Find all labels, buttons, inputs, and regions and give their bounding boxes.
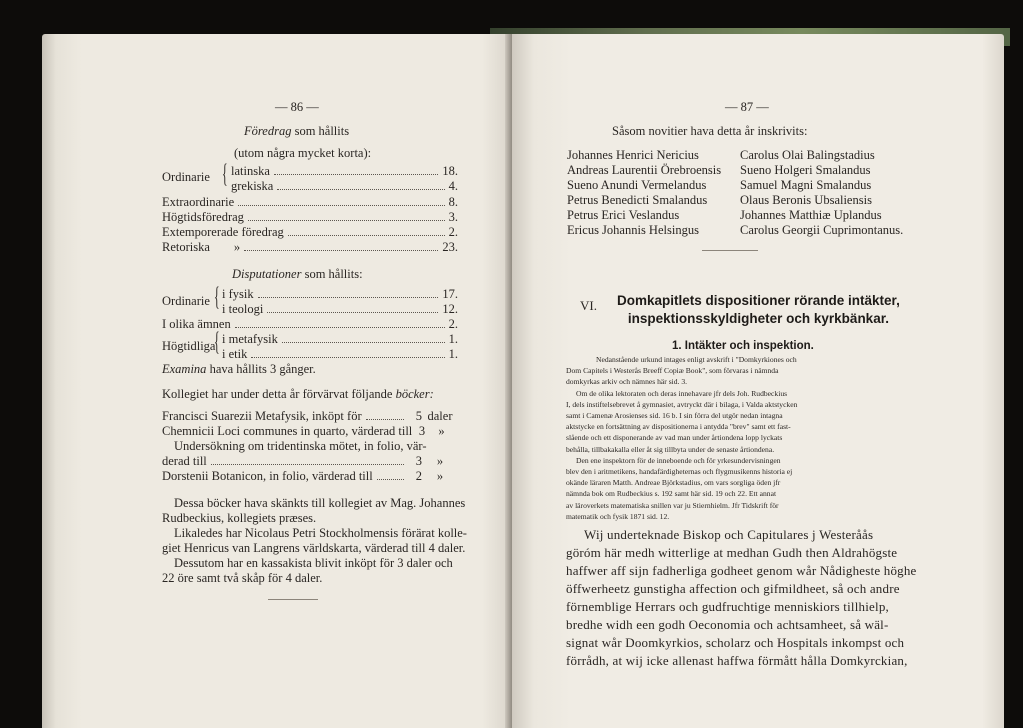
dot-leader xyxy=(235,327,445,328)
row-value: 2. xyxy=(448,225,458,239)
disputationer-heading-italic: Disputationer xyxy=(232,267,302,281)
book-title: derad till xyxy=(162,454,207,468)
disp-row xyxy=(222,347,458,361)
body-line: haffwer aff sijn fadherliga godheet genom wår Nådigheste höghe xyxy=(566,563,917,578)
foredrag-heading-italic: Föredrag xyxy=(244,124,292,138)
paragraph-line: Dessa böcker hava skänkts till kollegiet av Mag. Johannes xyxy=(174,496,466,510)
disp-row xyxy=(222,302,458,316)
document-body xyxy=(566,526,946,670)
foredrag-row xyxy=(162,210,458,224)
foredrag-row xyxy=(231,164,458,178)
body-line: öffwerheetz gunstigha affection och gifmildheet, så och andre xyxy=(566,581,900,596)
row-value: 1. xyxy=(448,332,458,346)
book-title: Chemnicii Loci communes in quarto, värderad till xyxy=(162,424,413,438)
right-page-number: — 87 — xyxy=(725,100,769,114)
foredrag-row xyxy=(162,195,458,209)
disputationer-heading xyxy=(232,267,363,281)
kollegiet-italic: böcker: xyxy=(395,387,434,401)
note-line: av läroverkets matematiska snillen var ju Stiernhielm. Jfr Tidskrift för xyxy=(566,500,779,510)
book-row xyxy=(162,409,458,423)
book-amount: 5 xyxy=(415,409,422,423)
disp-row xyxy=(222,287,458,301)
dot-leader xyxy=(211,464,404,465)
dot-leader xyxy=(248,220,445,221)
note-line: Nedanstående urkund intages enligt avskrift i "Domkyrkiones och xyxy=(596,355,797,364)
novitier-left-column xyxy=(567,148,721,238)
examina-rest: hava hållits 3 gånger. xyxy=(206,362,316,376)
chapter-title xyxy=(617,292,900,328)
row-label: i metafysik xyxy=(222,332,278,346)
examina-italic: Examina xyxy=(162,362,207,376)
brace-icon: { xyxy=(222,159,228,188)
book-unit: » xyxy=(438,424,445,438)
note-line: nämnda bok om Rudbeckius s. 192 samt här sid. 19 och 22. Ett annat xyxy=(566,489,777,499)
row-value: 23. xyxy=(442,240,458,254)
novitier-name: Carolus Georgii Cuprimontanus. xyxy=(740,223,904,237)
book-row xyxy=(162,469,458,483)
disp-row xyxy=(222,332,458,346)
section-divider xyxy=(702,250,758,251)
novitier-name: Andreas Laurentii Örebroensis xyxy=(567,163,722,177)
novitier-name: Carolus Olai Balingstadius xyxy=(740,148,875,162)
foredrag-row xyxy=(162,240,458,254)
ordinarie-label: Ordinarie xyxy=(162,170,210,184)
note-line: samt i Camenæ Arosienses sid. 16 b. I sin förra del utgör nedan intagna xyxy=(566,411,783,421)
row-value: 8. xyxy=(448,195,458,209)
foredrag-heading-rest: som hållits xyxy=(291,124,350,138)
foredrag-subheading: (utom några mycket korta): xyxy=(234,146,372,160)
row-value: 12. xyxy=(442,302,458,316)
note-line: I, dels instiftelsebrevet å gymnasiet, avtryckt där i bilaga, i Valda aktstycken xyxy=(566,399,798,409)
novitier-name: Sueno Anundi Vermelandus xyxy=(567,178,707,192)
book-row: Undersökning om tridentinska mötet, in folio, vär- xyxy=(174,439,427,453)
brace-icon: { xyxy=(214,282,220,311)
row-value: 1. xyxy=(448,347,458,361)
book-amount: 2 xyxy=(415,469,422,483)
note-line: aktstycke en fortsättning av dispositionerna i antydda "brev" samt ett fast- xyxy=(566,422,791,432)
left-page-number: — 86 — xyxy=(275,100,319,114)
novitier-name: Samuel Magni Smalandus xyxy=(740,178,872,192)
row-label: i teologi xyxy=(222,302,264,316)
book-title: Dorstenii Botanicon, in folio, värderad till xyxy=(162,469,373,483)
row-value: 2. xyxy=(448,317,458,331)
book-row xyxy=(162,454,458,468)
kollegiet-text: Kollegiet har under detta år förvärvat följande xyxy=(162,387,396,401)
dot-leader xyxy=(258,297,439,298)
row-value: 3. xyxy=(448,210,458,224)
novitier-name: Petrus Erici Veslandus xyxy=(567,208,680,222)
dot-leader xyxy=(238,205,444,206)
row-label: grekiska xyxy=(231,179,274,193)
note-line: Om de olika lektoraten och deras innehavare jfr dels Joh. Rudbeckius xyxy=(576,388,788,398)
row-value: 17. xyxy=(442,287,458,301)
note-line: okände läraren Matth. Andreae Björkstadius, om vars sorgliga öden jfr xyxy=(566,478,781,488)
note-line: slående och ett disponerande av vad man under årtiondena lopp lyckats xyxy=(566,433,783,443)
row-ditto: » xyxy=(233,240,241,254)
row-label: I olika ämnen xyxy=(162,317,231,331)
kollegiet-line xyxy=(162,387,434,401)
disp-hogtidliga-label: Högtidliga xyxy=(162,339,216,353)
dot-leader xyxy=(267,312,438,313)
chapter-title-line: Domkapitlets dispositioner rörande intäkter, xyxy=(617,293,900,308)
novitier-right-column xyxy=(740,148,903,238)
row-label: Extraordinarie xyxy=(162,195,235,209)
note-line: behålla, tillbakakalla eller åt sig tillbyta under de senaste årtiondena. xyxy=(566,444,775,454)
row-label: i fysik xyxy=(222,287,254,301)
row-label: Högtidsföredrag xyxy=(162,210,244,224)
book-spread xyxy=(42,34,1012,728)
row-label: i etik xyxy=(222,347,248,361)
paragraph-line: 22 öre samt två skåp för 4 daler. xyxy=(162,571,323,585)
section-title: 1. Intäkter och inspektion. xyxy=(672,340,814,352)
right-page xyxy=(512,34,1004,728)
note-line: Den ene inspektorn för de inneboende och för yrkesundervisningen xyxy=(576,455,781,465)
dot-leader xyxy=(251,357,444,358)
note-line: blev den i aritmetikens, handafärdigheternas och flygmusikenns historia ej xyxy=(566,467,793,477)
foredrag-row xyxy=(231,179,458,193)
dot-leader xyxy=(244,250,438,251)
row-label: latinska xyxy=(231,164,270,178)
note-line: domkyrkas arkiv och nämnes här sid. 3. xyxy=(566,377,688,387)
examina-line xyxy=(162,362,316,376)
paragraph-line: Dessutom har en kassakista blivit inköpt för 3 daler och xyxy=(174,556,453,570)
dot-leader xyxy=(288,235,445,236)
row-value: 4. xyxy=(448,179,458,193)
novitier-name: Johannes Matthiæ Uplandus xyxy=(740,208,882,222)
disp-ordinarie-label: Ordinarie xyxy=(162,294,210,308)
body-line: göróm här medh witterlige at medhan Gudh then Aldrahögste xyxy=(566,545,898,560)
novitier-intro: Såsom novitier hava detta år inskrivits: xyxy=(612,124,808,138)
paragraph-line: giet Henricus van Langrens världskarta, värderad till 4 daler. xyxy=(162,541,466,555)
novitier-name: Petrus Benedicti Smalandus xyxy=(567,193,708,207)
section-divider xyxy=(268,599,318,600)
body-line: bredhe widh een godh Oeconomia och achtsamheet, så wäl- xyxy=(566,617,889,632)
book-amount: 3 xyxy=(418,424,426,438)
book-unit: daler xyxy=(427,409,453,423)
foredrag-row xyxy=(162,225,458,239)
note-line: matematik och fysik 1871 sid. 12. xyxy=(566,511,670,521)
book-unit: » xyxy=(436,454,444,468)
book-title: Francisci Suarezii Metafysik, inköpt för xyxy=(162,409,362,423)
dot-leader xyxy=(282,342,445,343)
row-value: 18. xyxy=(442,164,458,178)
row-label: Extemporerade föredrag xyxy=(162,225,284,239)
row-label: Retoriska xyxy=(162,240,210,254)
body-line: förrådh, at wij icke allenast haffwa förmått hålla Domkyrckian, xyxy=(566,653,908,668)
chapter-title-line: inspektionsskyldigheter och kyrkbänkar. xyxy=(627,311,889,326)
novitier-name: Olaus Beronis Ubsaliensis xyxy=(740,193,872,207)
disp-row xyxy=(162,317,458,331)
body-line: förnemblige Herrars och gudfruchtige menniskiors tillhielp, xyxy=(566,599,889,614)
body-line: Wij underteknade Biskop och Capitulares j Westeråås xyxy=(584,527,874,542)
paragraph-line: Likaledes har Nicolaus Petri Stockholmensis förärat kolle- xyxy=(174,526,467,540)
disputationer-heading-rest: som hållits: xyxy=(301,267,363,281)
dot-leader xyxy=(366,419,404,420)
novitier-name: Sueno Holgeri Smalandus xyxy=(740,163,871,177)
dot-leader xyxy=(274,174,438,175)
note-line: Dom Capitels i Westerås Breeff Copiæ Book", som förvaras i nämnda xyxy=(566,366,779,376)
book-amount: 3 xyxy=(415,454,422,468)
chapter-number: VI. xyxy=(580,298,597,313)
dot-leader xyxy=(277,189,444,190)
dot-leader xyxy=(377,479,404,480)
body-line: signat wår Doomkyrkios, scholarz och Hospitals inkompst och xyxy=(566,635,905,650)
foredrag-heading xyxy=(244,124,349,138)
book-unit: » xyxy=(436,469,444,483)
brace-icon: { xyxy=(214,327,220,356)
novitier-name: Johannes Henrici Nericius xyxy=(567,148,699,162)
left-page xyxy=(42,34,512,728)
footnote-block xyxy=(566,354,942,522)
paragraph-line: Rudbeckius, kollegiets præses. xyxy=(162,511,317,525)
novitier-name: Ericus Johannis Helsingus xyxy=(567,223,699,237)
book-row xyxy=(162,424,458,438)
